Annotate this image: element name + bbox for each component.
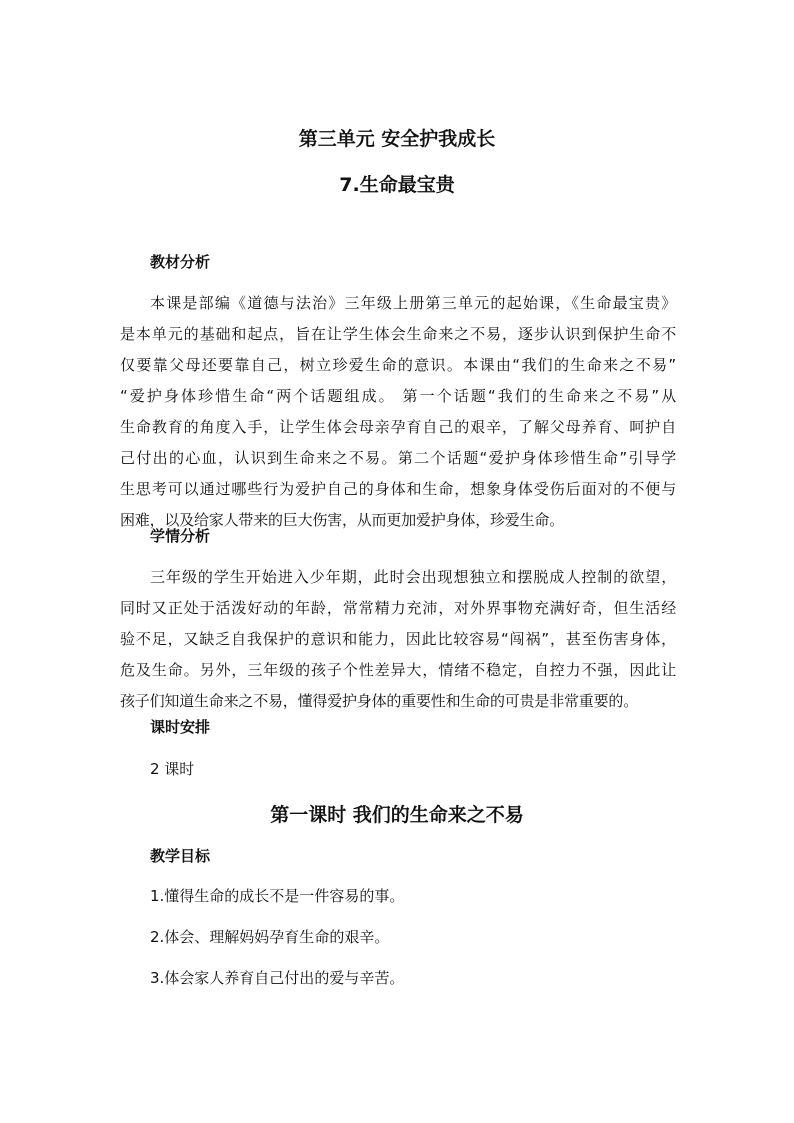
paragraph-line: 仅要靠父母还要靠自己，树立珍爱生命的意识。本课由“我们的生命来之不易” bbox=[120, 356, 676, 374]
schedule-value: 2 课时 bbox=[150, 760, 195, 778]
paragraph-line: 困难，以及给家人带来的巨大伤害，从而更加爱护身体，珍爱生命。 bbox=[120, 511, 565, 529]
paragraph-line: 生命教育的角度入手，让学生体会母亲孕育自己的艰辛，了解父母养育、呵护自 bbox=[120, 418, 676, 436]
unit-title: 第三单元 安全护我成长 bbox=[298, 128, 496, 150]
paragraph-line: 验不足，又缺乏自我保护的意识和能力，因此比较容易“闯祸”，甚至伤害身体， bbox=[120, 630, 676, 648]
objectives-heading: 教学目标 bbox=[150, 847, 211, 865]
material-analysis-paragraph bbox=[120, 288, 676, 536]
paragraph-line: 己付出的心血，认识到生命来之不易。第二个话题“爱护身体珍惜生命”引导学 bbox=[120, 449, 676, 467]
paragraph-line: 生思考可以通过哪些行为爱护自己的身体和生命，想象身体受伤后面对的不便与 bbox=[120, 480, 676, 498]
objective-item: 3.体会家人养育自己付出的爱与辛苦。 bbox=[150, 969, 405, 987]
paragraph-line: 本课是部编《道德与法治》三年级上册第三单元的起始课，《生命最宝贵》 bbox=[150, 294, 676, 312]
paragraph-line: 危及生命。另外，三年级的孩子个性差异大，情绪不稳定，自控力不强，因此让 bbox=[120, 661, 676, 679]
student-analysis-heading: 学情分析 bbox=[150, 527, 211, 545]
paragraph-line: 孩子们知道生命来之不易，懂得爱护身体的重要性和生命的可贵是非常重要的。 bbox=[120, 692, 639, 710]
paragraph-line: 同时又正处于活泼好动的年龄，常常精力充沛，对外界事物充满好奇，但生活经 bbox=[120, 599, 676, 617]
session-one-title: 第一课时 我们的生命来之不易 bbox=[270, 804, 524, 826]
schedule-heading: 课时安排 bbox=[150, 718, 211, 736]
paragraph-line: 是本单元的基础和起点，旨在让学生体会生命来之不易，逐步认识到保护生命不 bbox=[120, 325, 676, 343]
student-analysis-paragraph bbox=[120, 562, 676, 717]
paragraph-line: “爱护身体珍惜生命“两个话题组成。 第一个话题“我们的生命来之不易”从 bbox=[120, 387, 676, 405]
lesson-title: 7.生命最宝贵 bbox=[339, 174, 455, 196]
material-analysis-heading: 教材分析 bbox=[150, 253, 211, 271]
paragraph-line: 三年级的学生开始进入少年期，此时会出现想独立和摆脱成人控制的欲望， bbox=[150, 568, 676, 586]
objective-item: 1.懂得生命的成长不是一件容易的事。 bbox=[150, 887, 405, 905]
objective-item: 2.体会、理解妈妈孕育生命的艰辛。 bbox=[150, 928, 390, 946]
